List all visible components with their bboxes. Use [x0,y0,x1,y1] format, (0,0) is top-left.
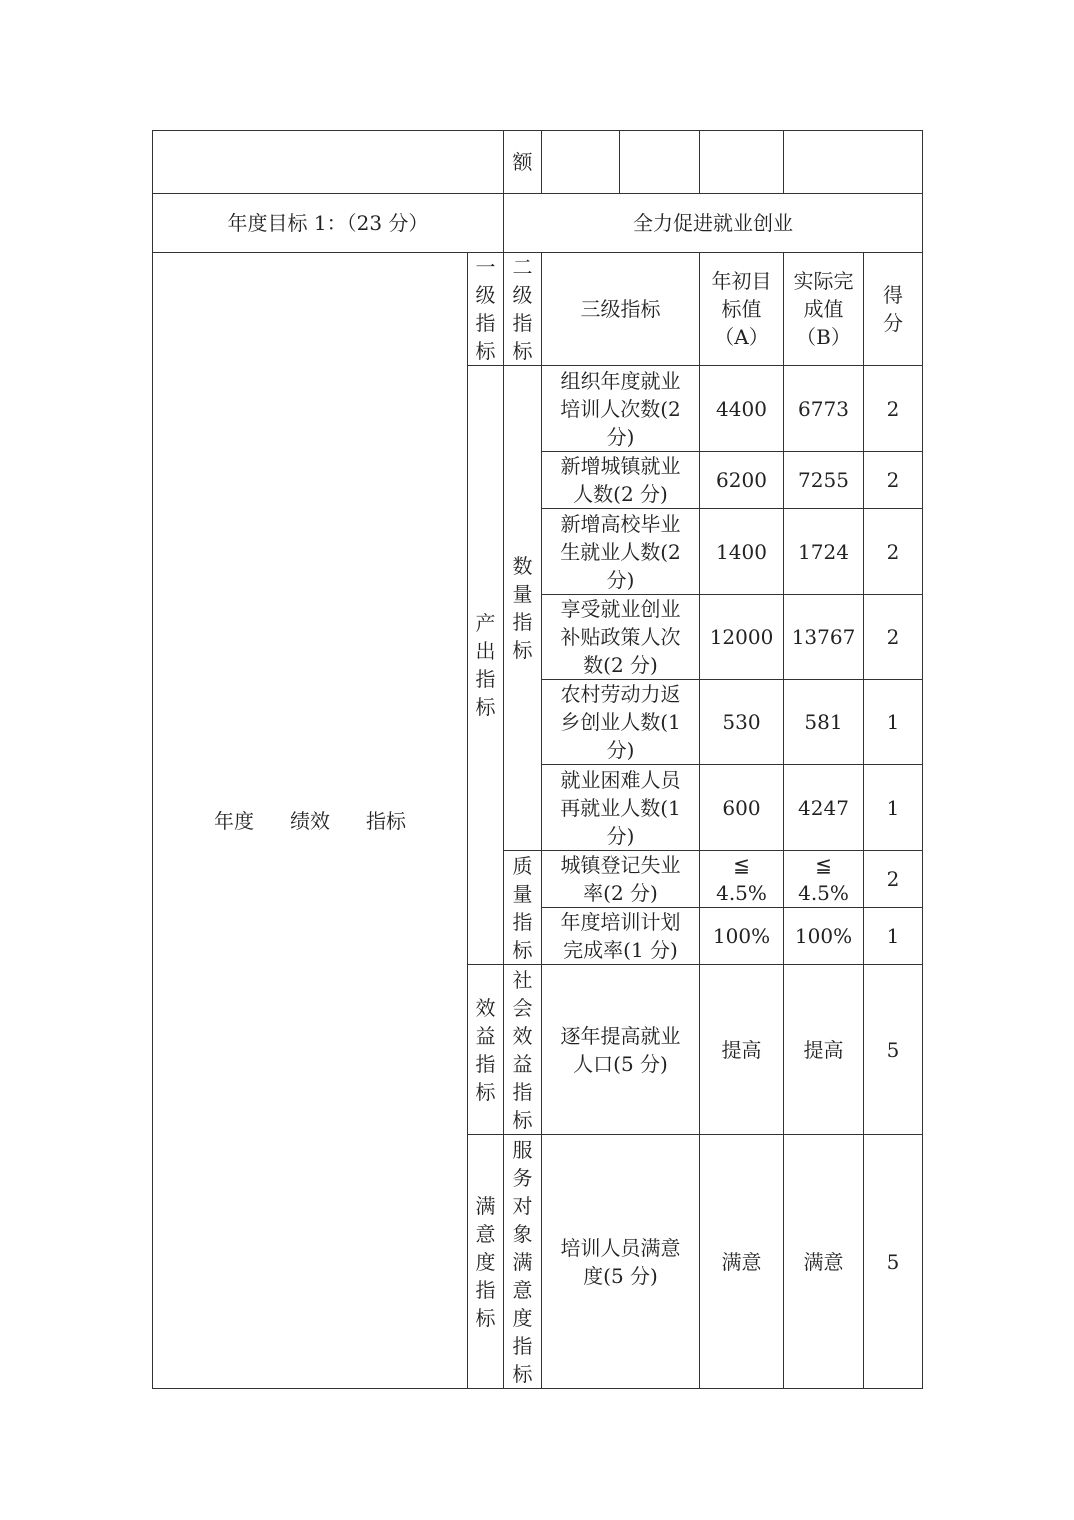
row-name: 享受就业创业补贴政策人次数(2 分) [542,595,700,680]
row-actual: 13767 [784,595,864,680]
row-target: 600 [700,765,784,851]
row-score: 2 [864,595,923,680]
header-target: 年初目标值（A） [700,253,784,366]
row-target: 1400 [700,509,784,595]
row-name: 逐年提高就业人口(5 分) [542,965,700,1135]
row-actual: 6773 [784,366,864,452]
blank-cell [700,131,784,194]
row-actual: ≦ 4.5% [784,851,864,908]
header-level3: 三级指标 [542,253,700,366]
row-target: 100% [700,908,784,965]
row-name: 新增城镇就业人数(2 分) [542,452,700,509]
row-actual: 1724 [784,509,864,595]
header-actual: 实际完成值（B） [784,253,864,366]
group-benefit: 效益指标 [468,965,504,1135]
row-target: ≦ 4.5% [700,851,784,908]
row-name: 就业困难人员再就业人数(1分) [542,765,700,851]
goal-text: 全力促进就业创业 [504,194,923,253]
indicators-label-part3: 指标 [366,808,406,833]
indicators-label-part1: 年度 [214,808,254,833]
row-score: 1 [864,680,923,765]
row-score: 5 [864,1135,923,1389]
row-name: 城镇登记失业率(2 分) [542,851,700,908]
row-score: 2 [864,509,923,595]
row-target: 满意 [700,1135,784,1389]
split-cell [542,131,700,194]
row-score: 2 [864,452,923,509]
row-target: 提高 [700,965,784,1135]
row-name: 培训人员满意度(5 分) [542,1135,700,1389]
indicators-label-part2: 绩效 [290,808,330,833]
continued-label: 额 [504,131,542,194]
row-target: 12000 [700,595,784,680]
row-actual: 4247 [784,765,864,851]
goal-label: 年度目标 1：（23 分） [153,194,504,253]
performance-table [152,130,923,1389]
row-score: 1 [864,765,923,851]
blank-cell [784,131,923,194]
group-quantity: 数量指标 [504,366,542,851]
group-service-satisfaction: 服务对象满意度指标 [504,1135,542,1389]
continued-row [153,131,923,194]
row-name: 新增高校毕业生就业人数(2分) [542,509,700,595]
row-score: 1 [864,908,923,965]
row-actual: 7255 [784,452,864,509]
goal-row [153,194,923,253]
row-actual: 100% [784,908,864,965]
blank-cell [153,131,504,194]
row-target: 4400 [700,366,784,452]
row-name: 年度培训计划完成率(1 分) [542,908,700,965]
row-actual: 满意 [784,1135,864,1389]
row-target: 530 [700,680,784,765]
header-level1: 一级指标 [468,253,504,366]
group-satisfaction: 满意度指标 [468,1135,504,1389]
row-score: 5 [864,965,923,1135]
row-score: 2 [864,851,923,908]
row-actual: 581 [784,680,864,765]
row-name: 农村劳动力返乡创业人数(1分) [542,680,700,765]
row-actual: 提高 [784,965,864,1135]
group-output: 产出指标 [468,366,504,965]
row-name: 组织年度就业培训人次数(2分) [542,366,700,452]
header-row [153,253,923,366]
indicators-label [153,253,468,1389]
header-score: 得分 [864,253,923,366]
group-social-benefit: 社会效益指标 [504,965,542,1135]
row-target: 6200 [700,452,784,509]
group-quality: 质量指标 [504,851,542,965]
header-level2: 二级指标 [504,253,542,366]
row-score: 2 [864,366,923,452]
